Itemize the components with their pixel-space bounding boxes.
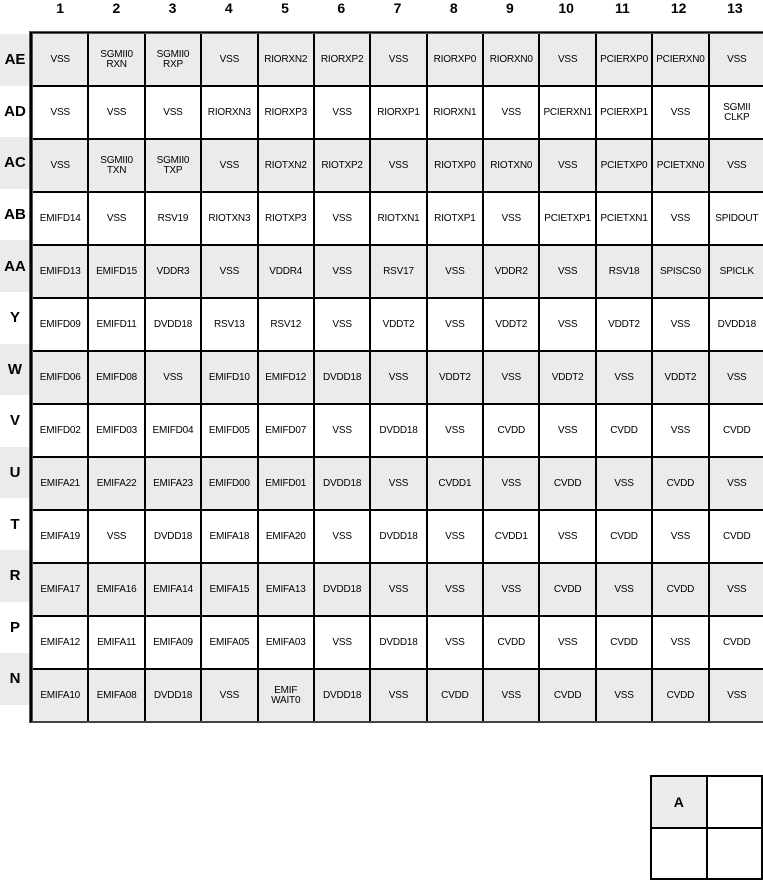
pin-cell: CVDD bbox=[710, 617, 763, 668]
pin-cell: EMIFD15 bbox=[89, 246, 143, 297]
pin-cell: VSS bbox=[315, 405, 369, 456]
pin-cell: VSS bbox=[371, 564, 425, 615]
pin-cell: CVDD bbox=[428, 670, 482, 721]
pin-cell: DVDD18 bbox=[146, 299, 200, 350]
pin-cell: VSS bbox=[653, 299, 707, 350]
pin-cell: VSS bbox=[315, 193, 369, 244]
pin-cell: VSS bbox=[202, 34, 256, 85]
key-cell-a: A bbox=[652, 777, 706, 827]
pin-cell: EMIFD09 bbox=[33, 299, 87, 350]
pin-cell: CVDD bbox=[597, 511, 651, 562]
pin-cell: SGMII0 RXP bbox=[146, 34, 200, 85]
pin-cell: PCIETXN1 bbox=[597, 193, 651, 244]
pin-cell: VSS bbox=[484, 458, 538, 509]
pin-cell: VSS bbox=[428, 564, 482, 615]
pin-cell: VDDT2 bbox=[540, 352, 594, 403]
pin-cell: EMIF WAIT0 bbox=[259, 670, 313, 721]
pin-cell: VSS bbox=[428, 405, 482, 456]
pin-cell: RSV13 bbox=[202, 299, 256, 350]
key-cell bbox=[708, 777, 762, 827]
pin-cell: VSS bbox=[315, 617, 369, 668]
pin-cell: DVDD18 bbox=[371, 617, 425, 668]
pin-cell: VSS bbox=[202, 246, 256, 297]
pin-cell: VSS bbox=[540, 34, 594, 85]
pin-cell: PCIERXP0 bbox=[597, 34, 651, 85]
pin-cell: DVDD18 bbox=[710, 299, 763, 350]
pin-cell: VSS bbox=[371, 34, 425, 85]
column-number: 12 bbox=[670, 0, 687, 16]
pin-cell: RSV18 bbox=[597, 246, 651, 297]
pin-cell: SPISCS0 bbox=[653, 246, 707, 297]
pin-cell: VDDR2 bbox=[484, 246, 538, 297]
pin-cell: PCIERXN1 bbox=[540, 87, 594, 138]
pin-cell: EMIFA21 bbox=[33, 458, 87, 509]
pin-cell: RIORXN3 bbox=[202, 87, 256, 138]
pin-cell: CVDD bbox=[540, 670, 594, 721]
pin-cell: RIOTXP3 bbox=[259, 193, 313, 244]
pin-cell: PCIETXN0 bbox=[653, 140, 707, 191]
pin-cell: CVDD bbox=[653, 564, 707, 615]
pin-cell: RIOTXN2 bbox=[259, 140, 313, 191]
pin-cell: VSS bbox=[428, 617, 482, 668]
pin-cell: VSS bbox=[710, 564, 763, 615]
pin-cell: CVDD bbox=[597, 617, 651, 668]
pin-cell: VSS bbox=[371, 458, 425, 509]
pin-cell: VSS bbox=[653, 511, 707, 562]
column-number: 10 bbox=[558, 0, 574, 16]
pin-cell: CVDD bbox=[484, 617, 538, 668]
pin-cell: VSS bbox=[315, 511, 369, 562]
pin-cell: VSS bbox=[540, 299, 594, 350]
pin-cell: EMIFA12 bbox=[33, 617, 87, 668]
pin-cell: VSS bbox=[428, 299, 482, 350]
pin-cell: EMIFA13 bbox=[259, 564, 313, 615]
pin-cell: VSS bbox=[540, 511, 594, 562]
column-number: 8 bbox=[449, 0, 458, 16]
pin-cell: VSS bbox=[146, 87, 200, 138]
pin-cell: VSS bbox=[428, 511, 482, 562]
pin-cell: VSS bbox=[540, 617, 594, 668]
pin-cell: EMIFA09 bbox=[146, 617, 200, 668]
pin-cell: EMIFA15 bbox=[202, 564, 256, 615]
pin-cell: VSS bbox=[653, 405, 707, 456]
pin-cell: DVDD18 bbox=[146, 670, 200, 721]
column-number: 9 bbox=[506, 0, 514, 16]
pin-cell: VSS bbox=[33, 87, 87, 138]
pin-cell: RSV19 bbox=[146, 193, 200, 244]
pin-cell: VSS bbox=[428, 246, 482, 297]
pin-cell: RIORXP1 bbox=[371, 87, 425, 138]
pin-cell: VSS bbox=[315, 246, 369, 297]
pin-cell: CVDD bbox=[484, 405, 538, 456]
pin-cell: RSV17 bbox=[371, 246, 425, 297]
pin-cell: VSS bbox=[710, 458, 763, 509]
pin-cell: DVDD18 bbox=[315, 458, 369, 509]
pin-cell: VDDT2 bbox=[428, 352, 482, 403]
pin-cell: EMIFA05 bbox=[202, 617, 256, 668]
pin-cell: CVDD bbox=[710, 405, 763, 456]
pin-cell: VSS bbox=[146, 352, 200, 403]
pin-cell: VSS bbox=[33, 140, 87, 191]
pin-cell: VSS bbox=[315, 87, 369, 138]
pin-cell: VSS bbox=[653, 617, 707, 668]
pin-cell: EMIFA11 bbox=[89, 617, 143, 668]
pin-cell: EMIFA08 bbox=[89, 670, 143, 721]
pin-cell: VSS bbox=[597, 670, 651, 721]
pin-cell: VDDT2 bbox=[653, 352, 707, 403]
row-label: AD bbox=[4, 102, 26, 120]
pin-cell: DVDD18 bbox=[371, 511, 425, 562]
pin-cell: CVDD1 bbox=[428, 458, 482, 509]
pin-cell: EMIFA10 bbox=[33, 670, 87, 721]
row-label: AC bbox=[0, 137, 30, 189]
pin-cell: EMIFD04 bbox=[146, 405, 200, 456]
pin-cell: VSS bbox=[371, 140, 425, 191]
pin-cell: VDDR4 bbox=[259, 246, 313, 297]
pin-cell: EMIFD07 bbox=[259, 405, 313, 456]
pin-cell: EMIFD14 bbox=[33, 193, 87, 244]
pin-cell: PCIETXP1 bbox=[540, 193, 594, 244]
pin-cell: EMIFA16 bbox=[89, 564, 143, 615]
pin-cell: EMIFD00 bbox=[202, 458, 256, 509]
pin-cell: EMIFA19 bbox=[33, 511, 87, 562]
pin-cell: RIORXP2 bbox=[315, 34, 369, 85]
column-number: 2 bbox=[112, 0, 121, 16]
column-number: 11 bbox=[615, 0, 630, 16]
pin-cell: CVDD bbox=[540, 458, 594, 509]
pin-cell: VSS bbox=[710, 670, 763, 721]
pin-cell: VSS bbox=[597, 352, 651, 403]
pin-cell: SGMII0 TXN bbox=[89, 140, 143, 191]
pin-cell: PCIERXN0 bbox=[653, 34, 707, 85]
column-number: 7 bbox=[393, 0, 402, 16]
pin-cell: EMIFA22 bbox=[89, 458, 143, 509]
pin-cell: VSS bbox=[89, 511, 143, 562]
column-number: 6 bbox=[337, 0, 346, 16]
pin-cell: CVDD bbox=[597, 405, 651, 456]
pin-cell: VSS bbox=[484, 352, 538, 403]
pin-cell: VSS bbox=[484, 670, 538, 721]
pin-cell: PCIERXP1 bbox=[597, 87, 651, 138]
pin-cell: VSS bbox=[653, 87, 707, 138]
pin-cell: VDDT2 bbox=[371, 299, 425, 350]
pin-cell: VSS bbox=[484, 87, 538, 138]
pin-cell: RIORXN2 bbox=[259, 34, 313, 85]
column-number: 5 bbox=[281, 0, 289, 16]
pin-cell: DVDD18 bbox=[315, 564, 369, 615]
pin-cell: VSS bbox=[597, 564, 651, 615]
pin-cell: EMIFD13 bbox=[33, 246, 87, 297]
pin-cell: CVDD bbox=[540, 564, 594, 615]
pin-cell: EMIFD12 bbox=[259, 352, 313, 403]
pin-cell: RIORXN0 bbox=[484, 34, 538, 85]
pin-cell: DVDD18 bbox=[315, 670, 369, 721]
pin-cell: RIOTXN1 bbox=[371, 193, 425, 244]
pin-cell: VDDT2 bbox=[597, 299, 651, 350]
pin-cell: EMIFD11 bbox=[89, 299, 143, 350]
column-number: 1 bbox=[56, 0, 64, 16]
pin-cell: VSS bbox=[540, 140, 594, 191]
row-label: N bbox=[0, 653, 30, 705]
pin-cell: EMIFD06 bbox=[33, 352, 87, 403]
column-header-row bbox=[32, 0, 763, 20]
pin-cell: RIORXP0 bbox=[428, 34, 482, 85]
pin-cell: RIORXN1 bbox=[428, 87, 482, 138]
pin-cell: DVDD18 bbox=[146, 511, 200, 562]
pin-cell: VSS bbox=[89, 87, 143, 138]
pin-cell: EMIFD02 bbox=[33, 405, 87, 456]
row-label: U bbox=[0, 447, 30, 499]
pin-cell: EMIFD05 bbox=[202, 405, 256, 456]
column-number: 3 bbox=[168, 0, 177, 16]
pin-cell: EMIFA14 bbox=[146, 564, 200, 615]
pin-cell: RIOTXP1 bbox=[428, 193, 482, 244]
orientation-key bbox=[650, 775, 763, 880]
pin-cell: VDDT2 bbox=[484, 299, 538, 350]
pin-cell: CVDD bbox=[710, 511, 763, 562]
column-number: 13 bbox=[727, 0, 743, 16]
pin-cell: PCIETXP0 bbox=[597, 140, 651, 191]
pin-cell: SGMII CLKP bbox=[710, 87, 763, 138]
row-label: W bbox=[0, 344, 30, 396]
row-label: AA bbox=[0, 240, 30, 292]
pin-cell: RIORXP3 bbox=[259, 87, 313, 138]
pin-cell: VSS bbox=[710, 140, 763, 191]
pin-cell: RIOTXN0 bbox=[484, 140, 538, 191]
row-label: P bbox=[9, 618, 20, 636]
pin-cell: VSS bbox=[540, 246, 594, 297]
pin-cell: VSS bbox=[540, 405, 594, 456]
pin-cell: RIOTXP0 bbox=[428, 140, 482, 191]
pin-cell: VSS bbox=[33, 34, 87, 85]
pin-cell: VSS bbox=[710, 34, 763, 85]
pin-cell: EMIFD10 bbox=[202, 352, 256, 403]
pin-cell: RIOTXN3 bbox=[202, 193, 256, 244]
pin-cell: SGMII0 RXN bbox=[89, 34, 143, 85]
pin-cell: VSS bbox=[89, 193, 143, 244]
pinout-grid bbox=[29, 31, 763, 723]
pin-cell: SPIDOUT bbox=[710, 193, 763, 244]
pin-cell: SGMII0 TXP bbox=[146, 140, 200, 191]
key-cell bbox=[652, 829, 706, 879]
pin-cell: VSS bbox=[315, 299, 369, 350]
row-label: AB bbox=[4, 206, 26, 224]
key-cell bbox=[708, 829, 762, 879]
column-number: 4 bbox=[224, 0, 233, 16]
pin-cell: VSS bbox=[202, 670, 256, 721]
pin-cell: EMIFA23 bbox=[146, 458, 200, 509]
pin-cell: VSS bbox=[484, 193, 538, 244]
pin-cell: RSV12 bbox=[259, 299, 313, 350]
pin-cell: RIOTXP2 bbox=[315, 140, 369, 191]
pin-cell: VSS bbox=[597, 458, 651, 509]
pin-cell: SPICLK bbox=[710, 246, 763, 297]
row-label-column bbox=[0, 34, 30, 705]
pin-cell: VSS bbox=[710, 352, 763, 403]
pin-cell: CVDD bbox=[653, 458, 707, 509]
pin-cell: VSS bbox=[484, 564, 538, 615]
pin-cell: DVDD18 bbox=[371, 405, 425, 456]
pin-cell: VDDR3 bbox=[146, 246, 200, 297]
row-label: R bbox=[0, 550, 30, 602]
pin-cell: VSS bbox=[371, 352, 425, 403]
row-label: Y bbox=[9, 309, 20, 327]
pin-cell: VSS bbox=[653, 193, 707, 244]
row-label: AE bbox=[0, 34, 30, 86]
pin-cell: EMIFA17 bbox=[33, 564, 87, 615]
pin-cell: EMIFA03 bbox=[259, 617, 313, 668]
pin-cell: EMIFD01 bbox=[259, 458, 313, 509]
pin-cell: CVDD bbox=[653, 670, 707, 721]
row-label: V bbox=[9, 412, 20, 430]
pin-cell: EMIFD03 bbox=[89, 405, 143, 456]
pin-cell: CVDD1 bbox=[484, 511, 538, 562]
pin-cell: DVDD18 bbox=[315, 352, 369, 403]
pin-cell: EMIFA20 bbox=[259, 511, 313, 562]
pin-cell: VSS bbox=[202, 140, 256, 191]
pin-cell: EMIFA18 bbox=[202, 511, 256, 562]
row-label: T bbox=[10, 515, 20, 533]
pin-cell: VSS bbox=[371, 670, 425, 721]
pin-cell: EMIFD08 bbox=[89, 352, 143, 403]
